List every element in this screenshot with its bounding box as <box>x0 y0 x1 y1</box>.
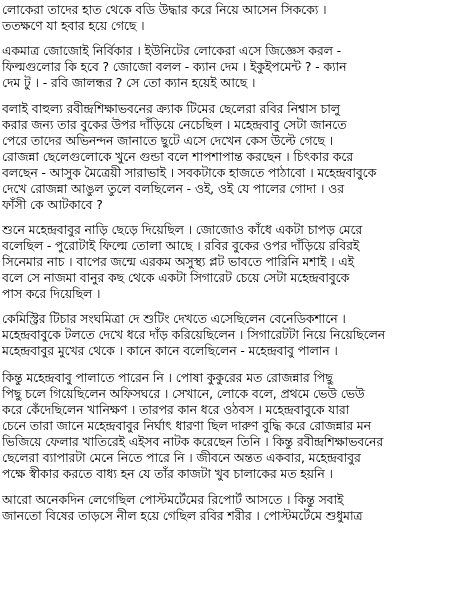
text-line: বলছেন - আসুক মৈত্রেয়ী সারাভাই । সবকটাকে হাজতে পাঠাবো । মহেন্দ্রবাবুকে <box>2 165 377 180</box>
text-line: ভিজিয়ে ফেলার খাতিরেই এইসব নাটক করেছেন তিনি । কিন্তু রবীন্দ্রশিক্ষাভবনের <box>2 434 384 449</box>
text-line: মহেন্দ্রবাবুর মুখের থেকে । কানে কানে বলেছিলেন - মহেন্দ্রবাবু পালান । <box>2 343 338 358</box>
text-line: রোজন্না ছেলেগুলোকে খুনে গুন্ডা বলে শাপশাপান্ত করছেন । চিৎকার করে <box>2 149 354 164</box>
text-line: ফাঁসী কে আটকাবে ? <box>2 197 103 212</box>
text-line: পিছু চলে গিয়েছিলেন অফিসঘরে । সেখানে, লোকে বলে, প্রথমে ভেউ ভেউ <box>2 386 365 401</box>
text-line: বলেছিল - পুরোটাই ফিল্মে তোলা আছে । রবির বুকের ওপর দাঁড়িয়ে রবিরই <box>2 238 360 253</box>
text-line: করার জন্য তার বুকের উপর দাঁড়িয়ে নেচেছিল । মহেন্দ্রবাবু সেটা জানতে <box>2 117 347 132</box>
text-line: ততক্ষণে যা হবার হয়ে গেছে । <box>2 18 145 33</box>
text-line: ছেলেরা ব্যাপারটা মেনে নিতে পারে নি । জীবনে অন্তত একবার, মহেন্দ্রবাবুর <box>2 450 361 465</box>
text-line: বলাই বাহুল্য রবীন্দ্রশিক্ষাভবনের ক্র্যাক টিমের ছেলেরা রবির নিশ্বাস চালু <box>2 101 340 116</box>
text-line: কেমিস্ট্রির টিচার সংঘমিত্রা দে শুটিং দেখতে এসেছিলেন বেনেডিকশানে । <box>2 311 346 326</box>
text-line: করে কেঁদেছিলেন খানিক্ষণ । তারপর কান ধরে ওঠবস । মহেন্দ্রবাবুকে যারা <box>2 402 350 417</box>
text-line: ফিল্মগুলোর কি হবে ? জোজো বলল - ক্যান দেম । ইকুইপমেন্ট ? - ক্যান <box>2 59 347 74</box>
text-line: মহেন্দ্রবাবুকে টলতে দেখে ধরে দাঁড় করিয়েছিলেন । সিগারেটটা নিয়ে নিয়েছিলেন <box>2 327 385 342</box>
text-line: দেখে রোজন্না আঙুল তুলে বলছিলেন - ওই, ওই যে পালের গোদা । ওর <box>2 181 344 196</box>
text-line: সিনেমার নাচ । বাপের জন্মে এরকম অসুস্থ্য প্লট ভাবতে পারিনি মশাই । এই <box>2 254 354 269</box>
text-line: পক্ষে স্বীকার করতে বাধ্য হন যে তাঁর কাজটা খুব চালাকের মত হয়নি । <box>2 466 333 481</box>
text-line: চেনে তারা জানে মহেন্দ্রবাবুর নির্ঘাৎ ধারণা ছিল দারুণ বুদ্ধি করে রোজন্নার মন <box>2 418 371 433</box>
text-line: দেম টু । - রবি জালন্ধর ? সে তো ক্যান হয়েই আছে । <box>2 75 256 90</box>
text-line: বলে সে নাজমা বানুর কছ থেকে একটা সিগারেট চেয়ে সেটা মহেন্দ্রবাবুকে <box>2 270 350 285</box>
text-line: কিন্তু মহেন্দ্রবাবু পালাতে পারেন নি । পোষা কুকুরের মত রোজন্নার পিছু <box>2 370 333 385</box>
text-line: জানতো বিষের তাড়সে নীল হয়ে গেছিল রবির শরীর । পোস্টমর্টেমে শুধুমাত্র <box>2 508 363 523</box>
text-line: লোকেরা তাদের হাত থেকে বডি উদ্ধার করে নিয়ে আসেন সিকক্যে । <box>2 2 327 17</box>
text-line: শুনে মহেন্দ্রবাবুর নাড়ি ছেড়ে দিয়েছিল । জোজোও কাঁধে একটা চাপড় মেরে <box>2 222 363 237</box>
text-line: পাস করে দিয়েছিল । <box>2 286 101 301</box>
text-line: আরো অনেকদিন লেগেছিল পোস্টমর্টেমের রিপোর্ট আসতে । কিন্তু সবাই <box>2 492 344 507</box>
text-line: পেরে তাদের অভিনন্দন জানাতে ছুটে এসে দেখেন কেস উল্টে গেছে । <box>2 133 334 148</box>
text-line: একমাত্র জোজোই নির্বিকার । ইউনিটের লোকেরা এসে জিজ্ঞেস করল - <box>2 43 341 58</box>
